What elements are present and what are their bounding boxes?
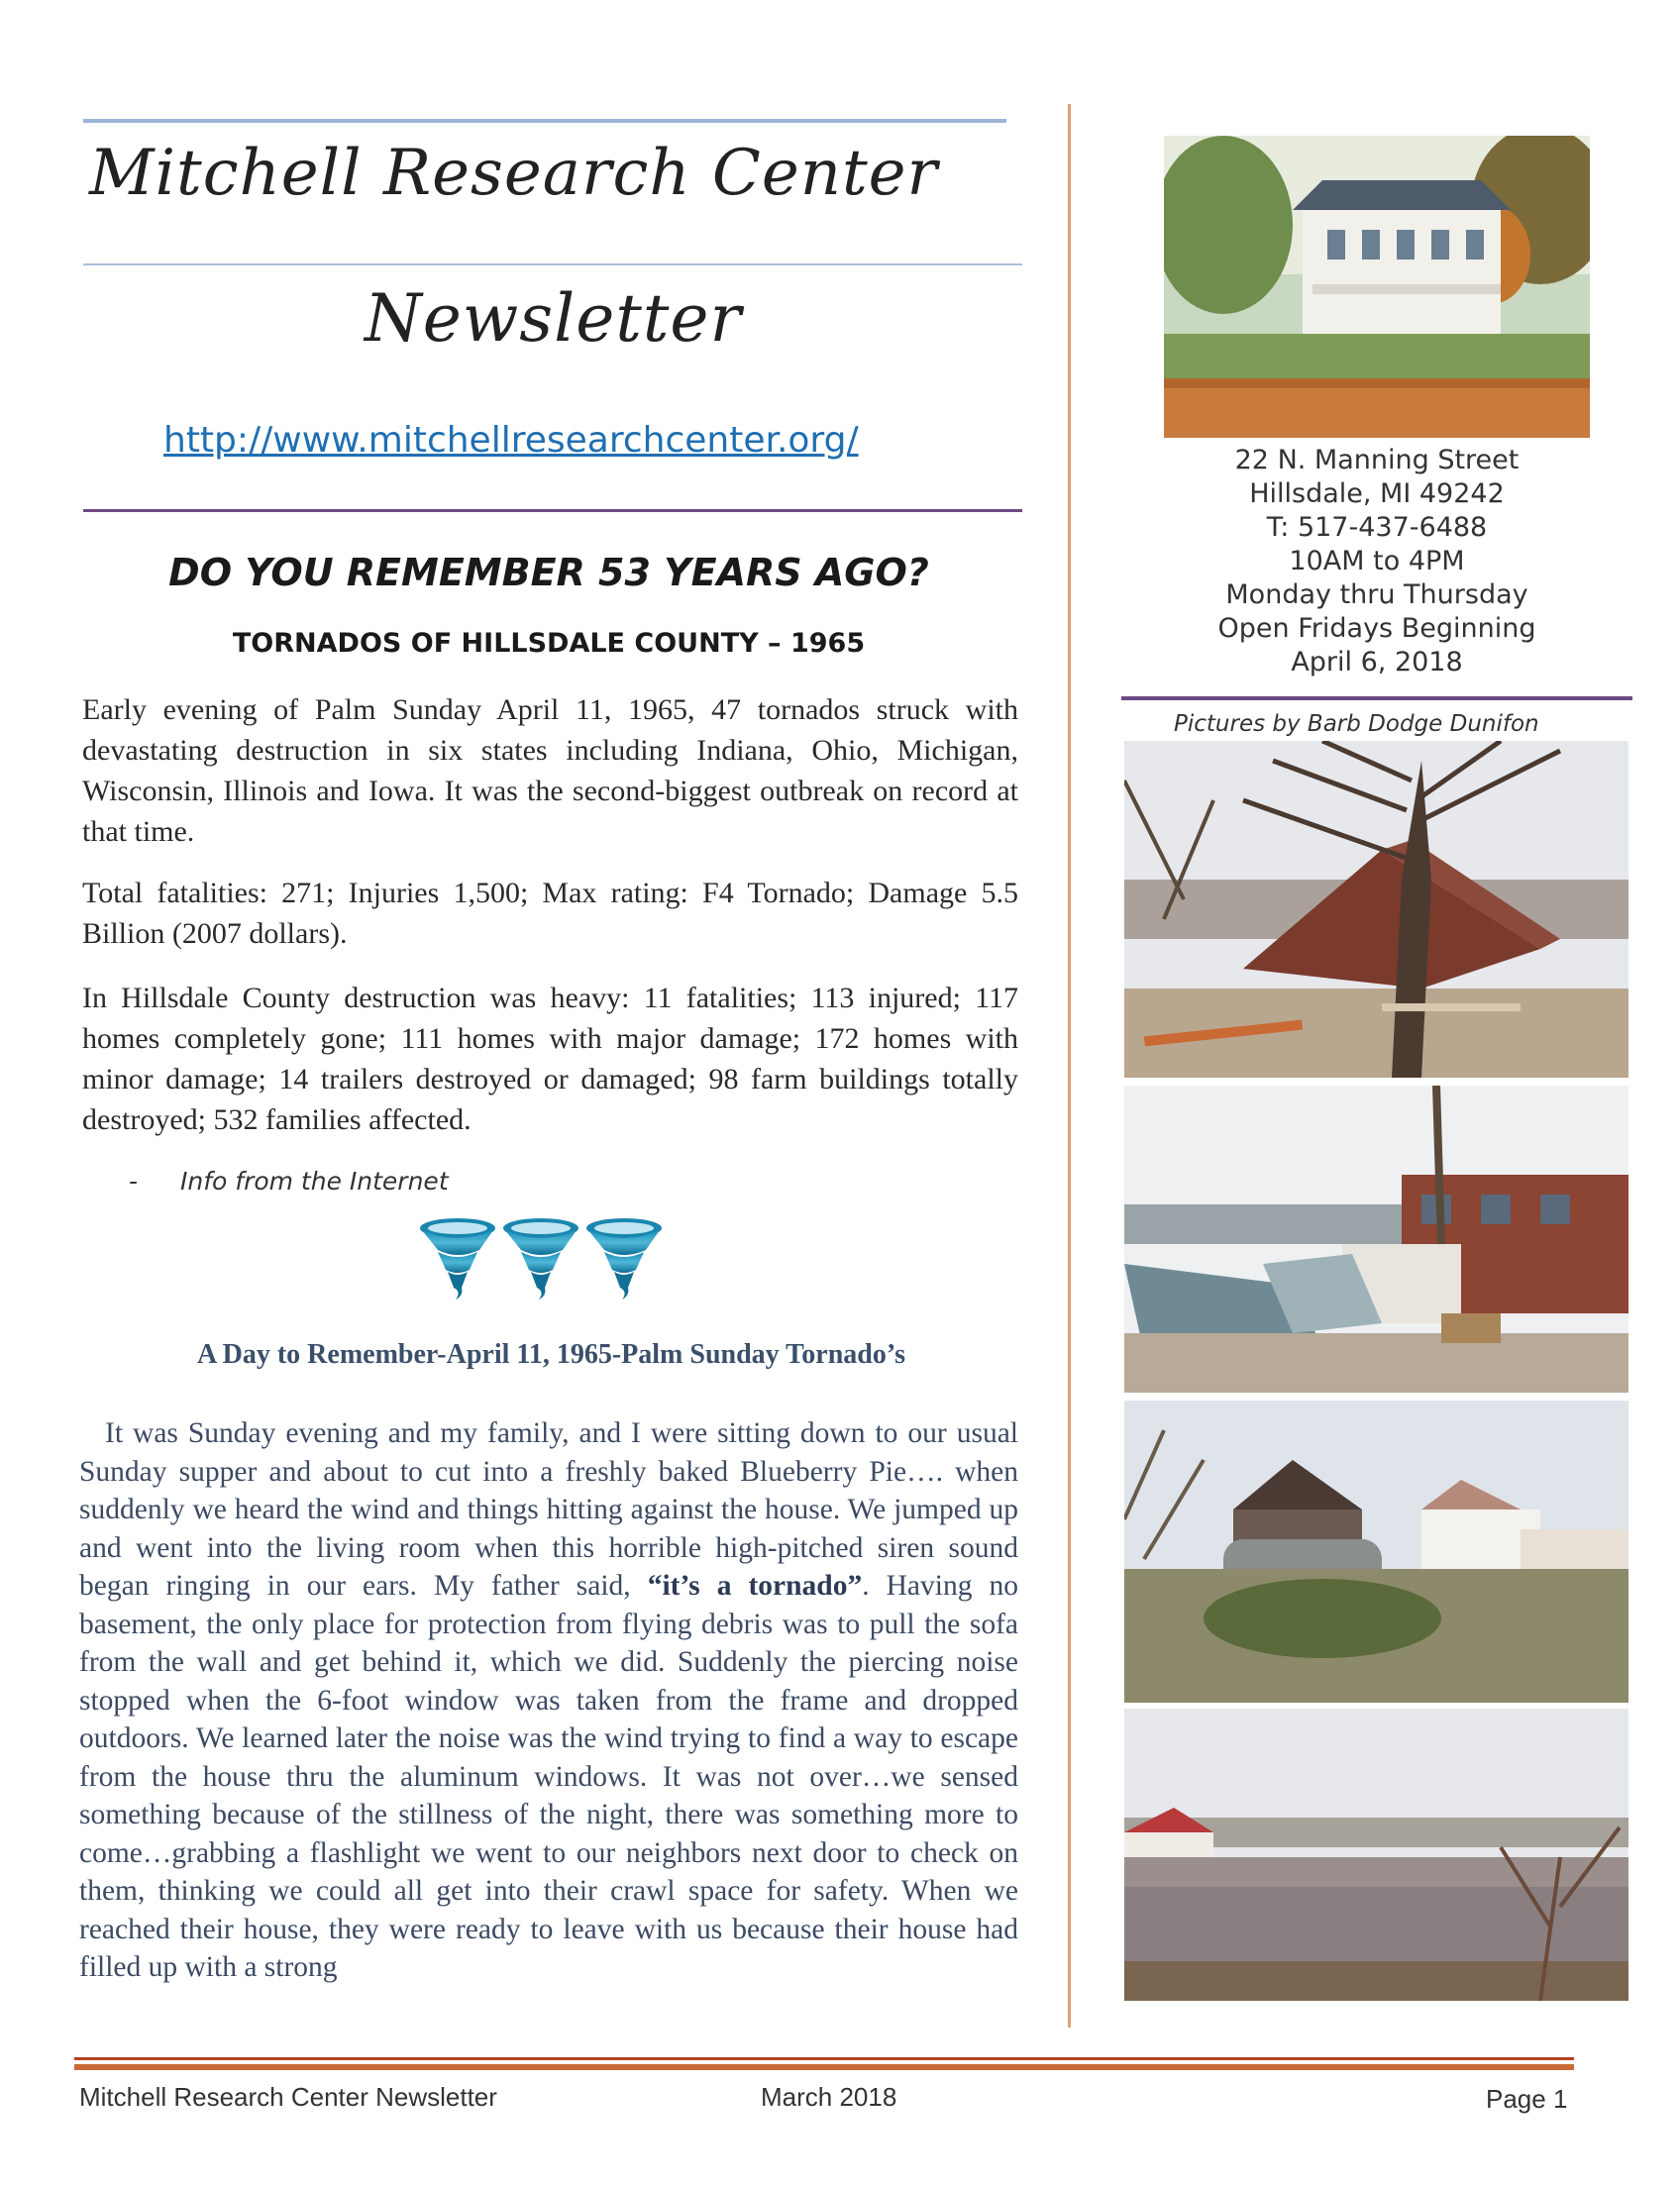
feature-paragraph: Early evening of Palm Sunday April 11, 1965, 47 tornados struck with devastating destruction in six states including Indiana, Ohio, Michigan, Wisconsin, Illinois and Iowa. It was the second-biggest outbreak on record at that time. <box>82 693 1018 848</box>
date-line: April 6, 2018 <box>1291 647 1463 677</box>
tornado-icons <box>418 1216 666 1302</box>
feature-paragraph: Total fatalities: 271; Injuries 1,500; Max rating: F4 Tornado; Damage 5.5 Billion (2007 dollars). <box>82 877 1018 950</box>
column-divider <box>1068 104 1071 2028</box>
phone-line: T: 517-437-6488 <box>1266 512 1488 543</box>
tornado-icon <box>586 1218 662 1300</box>
contact-info <box>1119 444 1634 679</box>
tornado-damage-photo <box>1124 1709 1628 2001</box>
footer-date: March 2018 <box>761 2082 897 2112</box>
masthead-title: Mitchell Research Center <box>89 137 939 210</box>
tornado-damage-photo <box>1124 1086 1628 1393</box>
tornado-icon <box>420 1218 495 1300</box>
story-title: A Day to Remember-April 11, 1965-Palm Sunday Tornado’s <box>196 1339 906 1370</box>
footer-publication: Mitchell Research Center Newsletter <box>79 2082 497 2112</box>
story-quote: “it’s a tornado” <box>647 1570 863 1602</box>
footer-rule <box>74 2057 1574 2060</box>
address-line: Hillsdale, MI 49242 <box>1249 478 1505 509</box>
days-line: Monday thru Thursday <box>1225 579 1528 610</box>
story-body <box>79 1414 1018 1987</box>
website-link[interactable]: http://www.mitchellresearchcenter.org/ <box>163 420 859 461</box>
hours-line: 10AM to 4PM <box>1289 546 1465 576</box>
story-text: . Having no basement, the only place for protection from flying debris was to pull the sofa from the wall and get behind it, which we did. Suddenly the piercing noise stopped when the 6-foot window was taken from the frame and dropped outdoors. We learned later the noise was the wind trying to find a way to escape from the house thru the aluminum windows. It was not over…we sensed something because of the stillness of the night, there was something more to come…grabbing a flashlight we went to our neighbors next door to check on them, thinking we could all get into their crawl space for safety. When we reached their house, they were ready to leave with us because their house had filled up with a strong <box>79 1570 1018 1983</box>
address-line: 22 N. Manning Street <box>1234 445 1520 475</box>
footer-rule <box>74 2064 1574 2070</box>
feature-headline: DO YOU REMEMBER 53 YEARS AGO? <box>168 551 929 594</box>
sidebar-rule <box>1121 696 1632 700</box>
feature-subhead: TORNADOS OF HILLSDALE COUNTY – 1965 <box>232 628 866 659</box>
page-number: Page 1 <box>1486 2084 1568 2114</box>
tornado-icon <box>418 1216 666 1302</box>
tornado-damage-photo <box>1124 741 1628 1078</box>
mansion-photo <box>1164 136 1590 438</box>
pictures-credit: Pictures by Barb Dodge Dunifon <box>1174 711 1539 737</box>
feature-paragraph: In Hillsdale County destruction was heavy: 11 fatalities; 113 injured; 117 homes completely gone; 111 homes with major damage; 172 homes with minor damage; 14 trailers destroyed or damaged; 98 farm buildings totally destroyed; 532 families affected. <box>82 982 1018 1136</box>
masthead-top-rule <box>83 119 1006 123</box>
masthead-mid-rule <box>83 263 1022 265</box>
story-text: It was Sunday evening and my family, and I were sitting down to our usual Sunday supper and about to cut into a freshly baked Blueberry Pie…. when suddenly we heard the wind and things hitting against the house. We jumped up and went into the living room when this horrible high-pitched siren sound began ringing in our ears. My father said, <box>79 1417 1018 1602</box>
masthead-subtitle: Newsletter <box>365 280 742 357</box>
tornado-icon <box>503 1218 578 1300</box>
fridays-line: Open Fridays Beginning <box>1217 613 1536 644</box>
credit-dash: - <box>129 1167 139 1196</box>
tornado-damage-photo <box>1124 1401 1628 1703</box>
masthead-bottom-rule <box>83 509 1022 512</box>
info-credit: Info from the Internet <box>180 1167 449 1196</box>
